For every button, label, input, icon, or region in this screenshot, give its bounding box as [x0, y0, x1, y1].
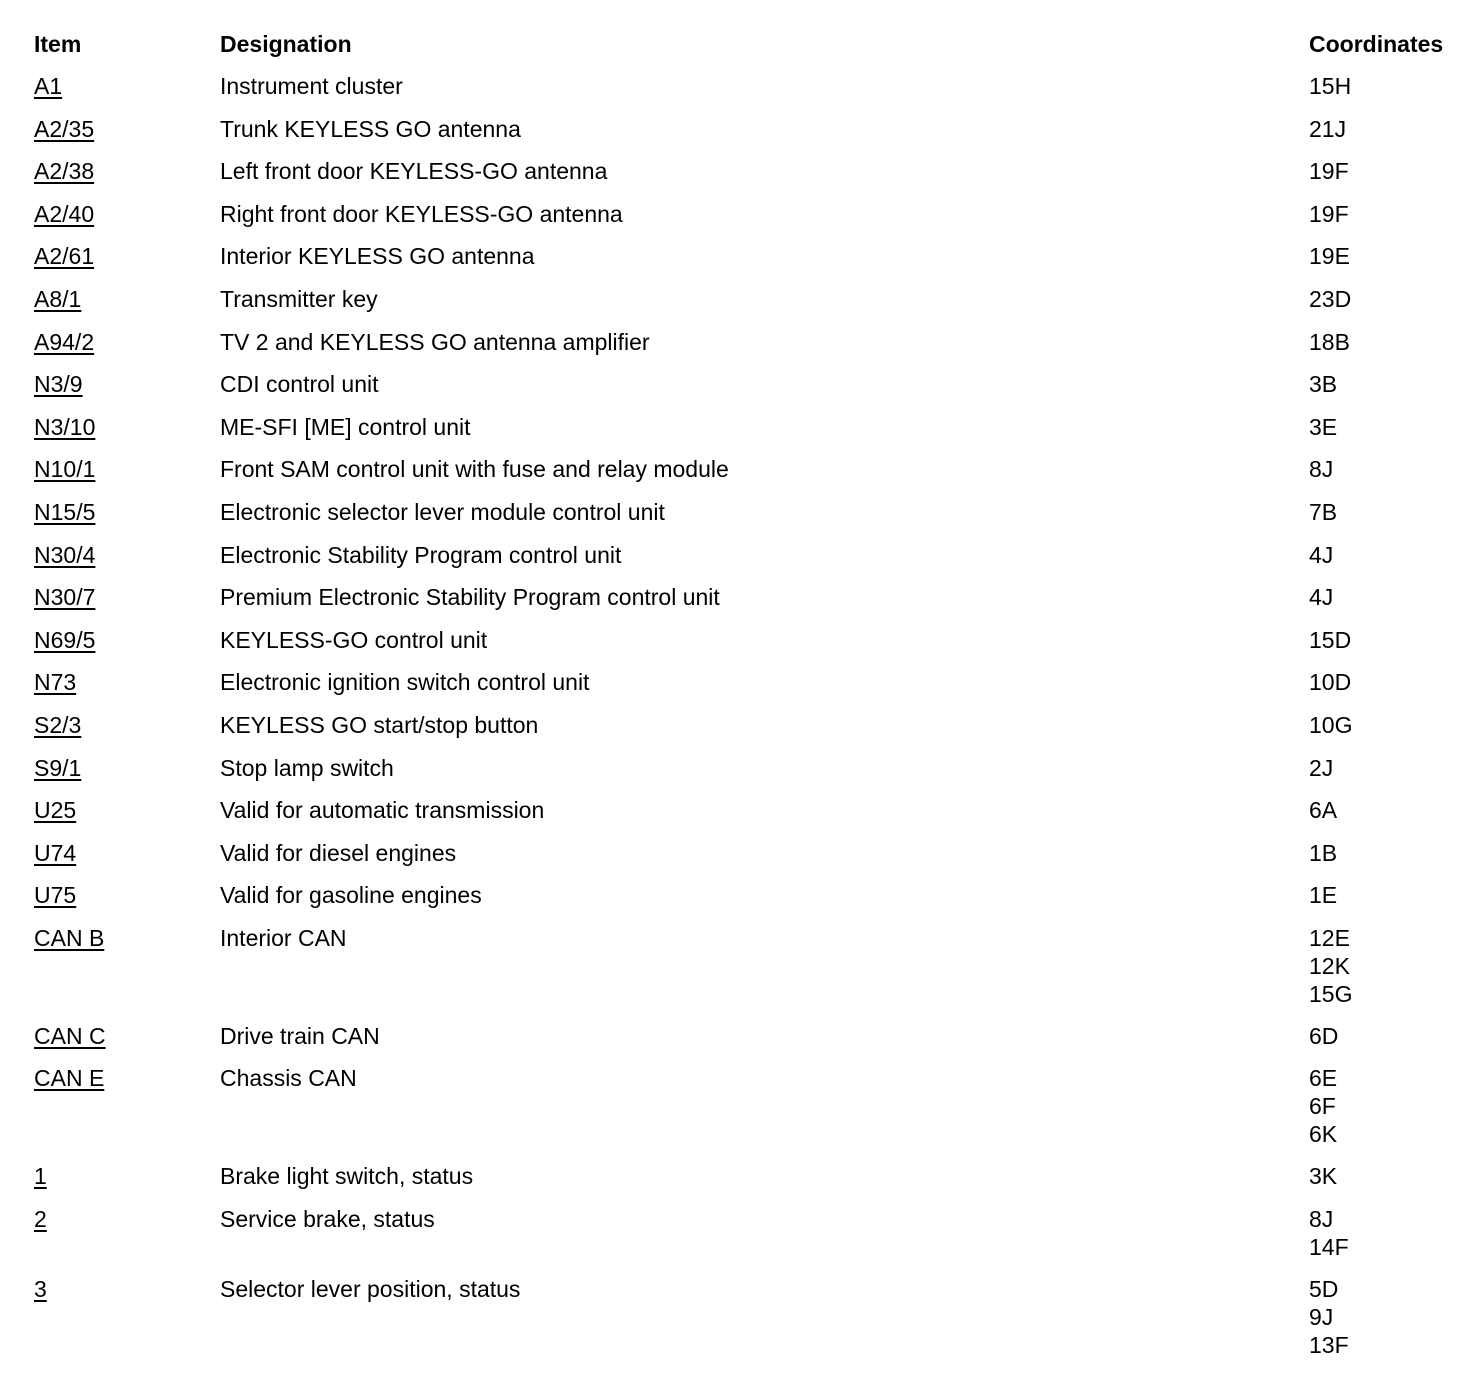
table-header [0, 30, 1472, 72]
item-link[interactable]: CAN E [34, 1065, 105, 1092]
designation-text: Front SAM control unit with fuse and relay module [220, 456, 729, 483]
table-row [0, 413, 1472, 456]
header-coordinates: Coordinates [1309, 31, 1444, 57]
designation-text: KEYLESS-GO control unit [220, 626, 488, 653]
table-row [0, 626, 1472, 669]
coordinates-cell [1309, 1275, 1349, 1359]
coordinate-value: 19F [1309, 200, 1349, 227]
designation-text: Selector lever position, status [220, 1276, 521, 1303]
coordinate-value: 18B [1309, 328, 1350, 355]
designation-text: Trunk KEYLESS GO antenna [220, 115, 521, 142]
coordinate-value: 23D [1309, 285, 1352, 312]
coordinates-cell [1309, 242, 1350, 270]
table-row [0, 498, 1472, 541]
item-link[interactable]: A2/61 [34, 243, 95, 270]
item-link[interactable]: U25 [34, 797, 77, 824]
coordinate-value: 6F [1309, 1093, 1336, 1120]
coordinates-cell [1309, 881, 1337, 909]
coordinates-cell [1309, 413, 1337, 441]
coordinate-value: 4J [1309, 584, 1334, 611]
coordinate-value: 9J [1309, 1304, 1334, 1331]
header-item: Item [34, 31, 82, 57]
coordinate-value: 10D [1309, 669, 1352, 696]
designation-text: Transmitter key [220, 285, 378, 312]
item-link[interactable]: A2/38 [34, 158, 95, 185]
coordinates-cell [1309, 1064, 1337, 1148]
coordinate-value: 6E [1309, 1065, 1338, 1092]
coordinates-cell [1309, 115, 1346, 143]
coordinate-value: 21J [1309, 115, 1347, 142]
designation-text: Interior CAN [220, 924, 347, 951]
table-row [0, 881, 1472, 924]
table-row [0, 796, 1472, 839]
table-body [0, 72, 1472, 1373]
table-row [0, 455, 1472, 498]
table-row [0, 370, 1472, 413]
designation-text: Service brake, status [220, 1206, 435, 1233]
table-row [0, 72, 1472, 115]
item-link[interactable]: A2/40 [34, 200, 95, 227]
table-row [0, 115, 1472, 158]
item-link[interactable]: N30/7 [34, 584, 96, 611]
coordinate-value: 19E [1309, 243, 1350, 270]
designation-text: Left front door KEYLESS-GO antenna [220, 158, 608, 185]
table-row [0, 1275, 1472, 1373]
item-link[interactable]: A1 [34, 73, 63, 99]
coordinate-value: 12E [1309, 924, 1350, 951]
table-row [0, 285, 1472, 328]
designation-text: Valid for automatic transmission [220, 797, 545, 824]
coordinates-cell [1309, 370, 1337, 398]
table-row [0, 200, 1472, 243]
coordinates-cell [1309, 839, 1337, 867]
coordinate-value: 14F [1309, 1234, 1349, 1261]
coordinates-cell [1309, 796, 1337, 824]
table-row [0, 242, 1472, 285]
coordinate-value: 19F [1309, 158, 1349, 185]
coordinates-cell [1309, 711, 1352, 739]
coordinate-value: 8J [1309, 456, 1334, 483]
coordinate-value: 12K [1309, 952, 1350, 979]
coordinate-value: 10G [1309, 711, 1353, 738]
coordinate-value: 5D [1309, 1276, 1339, 1303]
table-row [0, 1162, 1472, 1205]
coordinate-value: 7B [1309, 498, 1338, 525]
coordinate-value: 4J [1309, 541, 1334, 568]
coordinates-cell [1309, 583, 1333, 611]
designation-text: Premium Electronic Stability Program control unit [220, 584, 720, 611]
table-row [0, 583, 1472, 626]
coordinates-cell [1309, 285, 1351, 313]
designation-text: KEYLESS GO start/stop button [220, 711, 539, 738]
table-row [0, 1022, 1472, 1065]
table-row [0, 924, 1472, 1022]
item-link[interactable]: CAN C [34, 1022, 106, 1049]
coordinates-cell [1309, 72, 1351, 100]
designation-text: Electronic Stability Program control unit [220, 541, 622, 568]
coordinates-cell [1309, 328, 1350, 356]
coordinate-value: 15H [1309, 73, 1352, 99]
item-link[interactable]: CAN B [34, 924, 105, 951]
coordinates-cell [1309, 668, 1351, 696]
coordinates-cell [1309, 1162, 1337, 1190]
coordinate-value: 6K [1309, 1121, 1338, 1148]
coordinates-cell [1309, 157, 1349, 185]
coordinates-cell [1309, 754, 1333, 782]
table-row [0, 839, 1472, 882]
item-link[interactable]: A2/35 [34, 115, 95, 142]
coordinate-value: 1B [1309, 839, 1338, 866]
designation-text: Electronic selector lever module control unit [220, 498, 665, 525]
coordinate-value: 3E [1309, 413, 1338, 440]
item-link[interactable]: U75 [34, 882, 77, 909]
item-link[interactable]: N15/5 [34, 498, 96, 525]
designation-text: CDI control unit [220, 371, 379, 398]
coordinates-cell [1309, 1205, 1349, 1261]
item-link[interactable]: N69/5 [34, 626, 96, 653]
item-link[interactable]: 3 [34, 1276, 47, 1303]
coordinate-value: 2J [1309, 754, 1334, 781]
table-row [0, 1205, 1472, 1275]
header-designation: Designation [220, 31, 352, 57]
coordinate-value: 13F [1309, 1332, 1349, 1359]
designation-text: Valid for gasoline engines [220, 882, 482, 909]
coordinate-value: 6D [1309, 1022, 1339, 1049]
coordinates-cell [1309, 200, 1349, 228]
coordinates-cell [1309, 498, 1337, 526]
designation-text: Brake light switch, status [220, 1163, 474, 1190]
item-link[interactable]: 1 [34, 1163, 47, 1190]
designation-text: Right front door KEYLESS-GO antenna [220, 200, 623, 227]
item-link[interactable]: A94/2 [34, 328, 95, 355]
designation-text: Drive train CAN [220, 1022, 380, 1049]
coordinates-cell [1309, 924, 1352, 1008]
coordinates-cell [1309, 1022, 1338, 1050]
designation-text: Chassis CAN [220, 1065, 357, 1092]
table-row [0, 668, 1472, 711]
table-row [0, 328, 1472, 371]
table-row [0, 711, 1472, 754]
designation-text: ME-SFI [ME] control unit [220, 413, 471, 440]
item-link[interactable]: N10/1 [34, 456, 96, 483]
coordinate-value: 6A [1309, 797, 1338, 824]
coordinate-value: 15D [1309, 626, 1352, 653]
component-legend-table [0, 30, 1472, 1373]
table-row [0, 754, 1472, 797]
coordinate-value: 15G [1309, 980, 1353, 1007]
table-row [0, 157, 1472, 200]
coordinates-cell [1309, 541, 1333, 569]
item-link[interactable]: S2/3 [34, 711, 82, 738]
item-link[interactable]: 2 [34, 1206, 47, 1233]
item-link[interactable]: U74 [34, 839, 77, 866]
item-link[interactable]: S9/1 [34, 754, 82, 781]
coordinate-value: 8J [1309, 1206, 1334, 1233]
table-row [0, 1064, 1472, 1162]
coordinate-value: 3B [1309, 371, 1338, 398]
item-link[interactable]: N3/9 [34, 371, 83, 398]
designation-text: Stop lamp switch [220, 754, 394, 781]
item-link[interactable]: N73 [34, 669, 77, 696]
item-link[interactable]: N3/10 [34, 413, 96, 440]
coordinates-cell [1309, 455, 1333, 483]
coordinate-value: 3K [1309, 1163, 1338, 1190]
designation-text: Interior KEYLESS GO antenna [220, 243, 535, 270]
designation-text: TV 2 and KEYLESS GO antenna amplifier [220, 328, 650, 355]
coordinate-value: 1E [1309, 882, 1338, 909]
item-link[interactable]: A8/1 [34, 285, 82, 312]
designation-text: Instrument cluster [220, 73, 403, 99]
item-link[interactable]: N30/4 [34, 541, 96, 568]
designation-text: Electronic ignition switch control unit [220, 669, 590, 696]
coordinates-cell [1309, 626, 1351, 654]
designation-text: Valid for diesel engines [220, 839, 457, 866]
table-row [0, 541, 1472, 584]
